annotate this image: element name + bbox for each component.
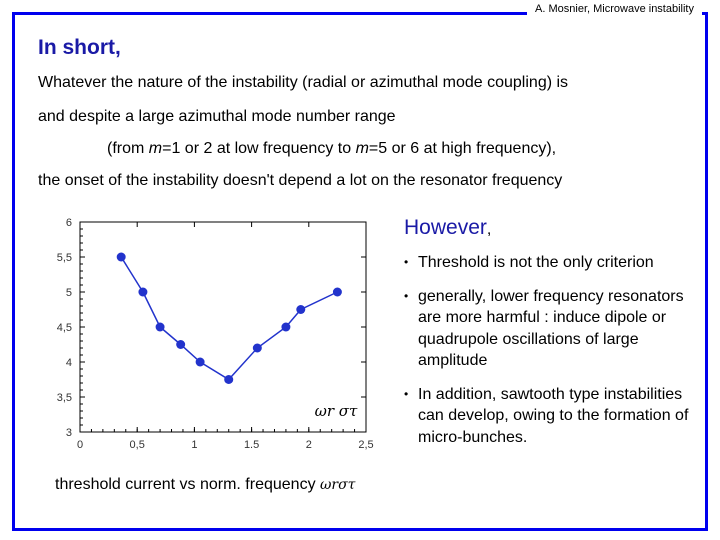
y-tick-label: 4: [65, 357, 72, 369]
bullet-dot-icon: •: [404, 386, 409, 401]
caption-text: threshold current vs norm. frequency: [55, 476, 321, 493]
y-tick-label: 5: [65, 287, 72, 299]
line3-mid: =1 or 2 at low frequency to: [162, 140, 356, 157]
x-tick-label: 1.5: [243, 439, 260, 451]
x-tick-label: 0,5: [129, 439, 145, 451]
data-point: [333, 288, 342, 297]
threshold-chart: [50, 210, 374, 460]
bullet-item: [402, 384, 702, 449]
bullet-text: generally, lower frequency resonators are more harmful : induce dipole or quadrupole oscillations of large amplitude: [418, 287, 684, 369]
bullet-text: Threshold is not the only criterion: [418, 254, 654, 271]
data-point: [176, 340, 185, 349]
y-tick-label: 3: [65, 427, 72, 439]
caption-symbol: ωrστ: [320, 477, 356, 493]
data-point: [281, 323, 290, 332]
y-tick-label: 5,5: [56, 252, 72, 264]
however-comma: ,: [486, 221, 492, 238]
x-tick-label: 2,5: [358, 439, 374, 451]
data-point: [156, 323, 165, 332]
data-point: [224, 375, 233, 384]
data-point: [138, 288, 147, 297]
data-point: [196, 358, 205, 367]
line3-m1: m: [148, 140, 163, 157]
data-point: [253, 344, 262, 353]
chart-caption: [55, 476, 355, 494]
line3-pre: (from: [107, 140, 149, 157]
series-line: [121, 257, 337, 380]
line3-m2: m: [355, 140, 369, 157]
slide-title: In short,: [38, 36, 121, 59]
bullet-dot-icon: •: [404, 288, 409, 303]
x-tick-label: 2: [305, 439, 312, 451]
bullet-dot-icon: •: [404, 255, 409, 269]
bullet-text: In addition, sawtooth type instabilities can develop, owing to the formation of micro-bunches.: [418, 385, 689, 446]
bullet-list: [402, 252, 702, 460]
y-tick-label: 3,5: [56, 392, 72, 404]
paragraph-line-3: [107, 140, 556, 158]
bullet-item: [402, 286, 702, 372]
y-tick-label: 6: [65, 217, 72, 229]
y-tick-label: 4,5: [56, 322, 72, 334]
paragraph-line-4: the onset of the instability doesn't depend a lot on the resonator frequency: [38, 172, 563, 189]
however-word: However: [404, 216, 487, 239]
x-tick-label: 0: [76, 439, 84, 451]
however-heading: [404, 216, 491, 240]
x-tick-label: 1: [191, 439, 198, 451]
paragraph-line-2: and despite a large azimuthal mode number range: [38, 108, 396, 125]
x-axis-label: ωr στ: [314, 402, 358, 420]
paragraph-line-1: Whatever the nature of the instability (radial or azimuthal mode coupling) is: [38, 74, 569, 91]
slide-header: A. Mosnier, Microwave instability: [527, 3, 702, 15]
bullet-item: [402, 252, 702, 274]
line3-post: =5 or 6 at high frequency),: [368, 140, 557, 157]
data-point: [117, 253, 126, 262]
data-point: [296, 305, 305, 314]
